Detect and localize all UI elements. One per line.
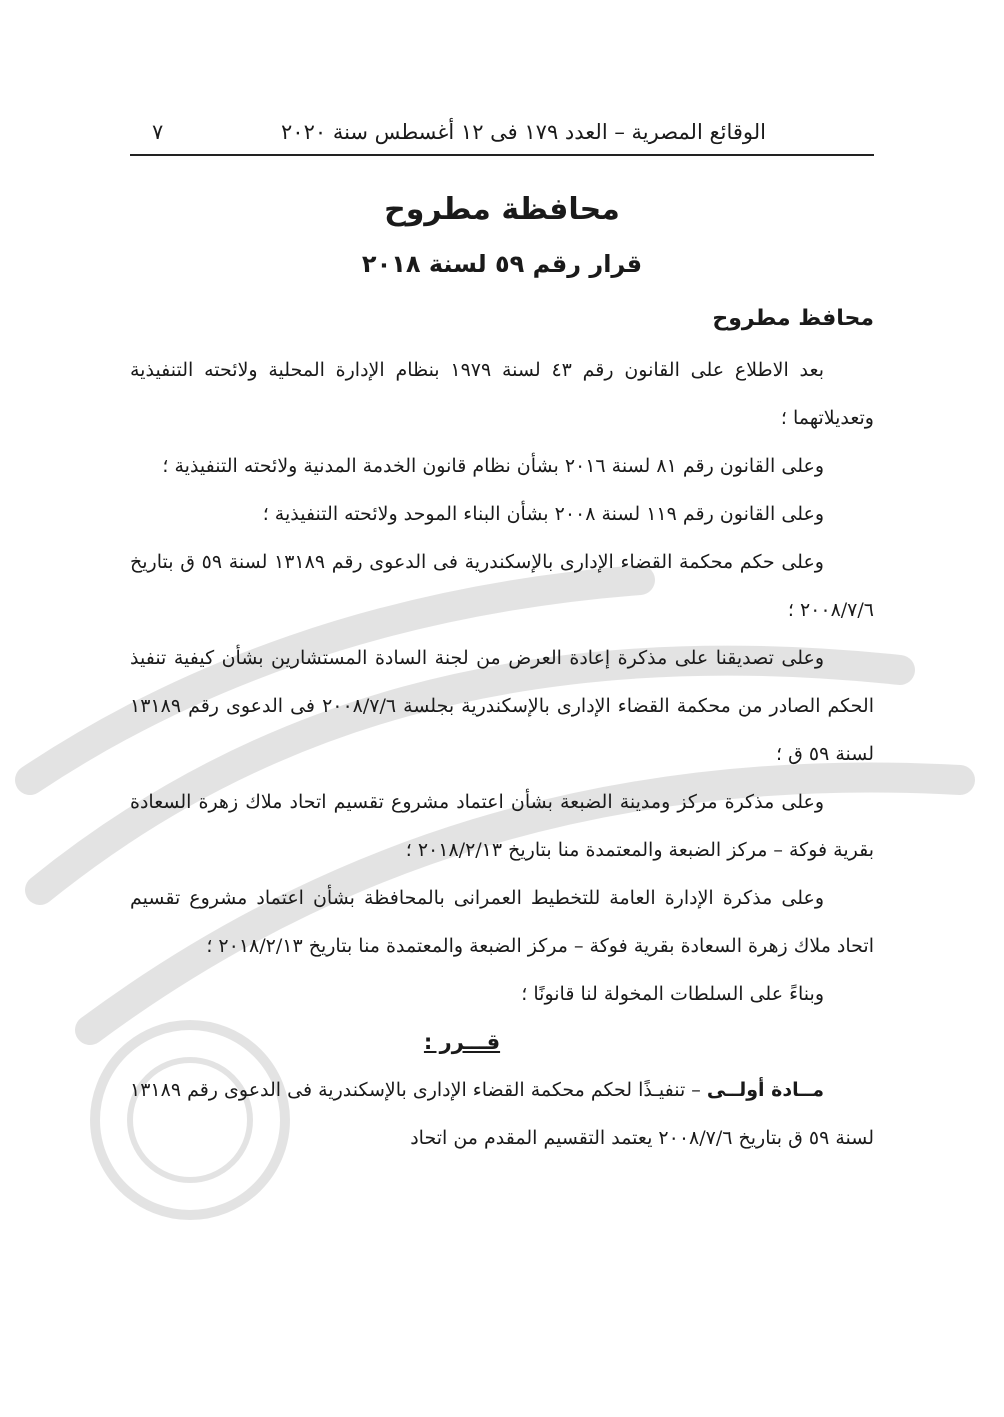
page-number: ٧ <box>152 120 164 144</box>
paragraph: وعلى القانون رقم ٨١ لسنة ٢٠١٦ بشأن نظام قانون الخدمة المدنية ولائحته التنفيذية ؛ <box>162 455 824 477</box>
paragraph: وعلى تصديقنا على مذكرة إعادة العرض من لجنة السادة المستشارين بشأن كيفية تنفيذ الحكم الصادر من محكمة القضاء الإدارى بالإسكندرية بجلسة ٢٠٠٨/٧/٦ فى الدعوى رقم ١٣١٨٩ لسنة ٥٩ ق ؛ <box>130 647 875 765</box>
header-title: الوقائع المصرية – العدد ١٧٩ فى ١٢ أغسطس سنة ٢٠٢٠ <box>281 120 766 144</box>
paragraph: وعلى مذكرة الإدارة العامة للتخطيط العمرانى بالمحافظة بشأن اعتماد مشروع تقسيم اتحاد ملاك زهرة السعادة بقرية فوكة – مركز الضبعة والمعتمدة منا بتاريخ ٢٠١٨/٢/١٣ ؛ <box>130 887 874 957</box>
issuer-heading: محافظ مطروح <box>712 306 874 331</box>
article-one <box>130 1066 874 1162</box>
paragraph: وعلى حكم محكمة القضاء الإدارى بالإسكندرية فى الدعوى رقم ١٣١٨٩ لسنة ٥٩ ق بتاريخ ٢٠٠٨/٧/٦ ؛ <box>130 551 874 621</box>
paragraph: وبناءً على السلطات المخولة لنا قانونًا ؛ <box>521 983 824 1005</box>
paragraph: بعد الاطلاع على القانون رقم ٤٣ لسنة ١٩٧٩ بنظام الإدارة المحلية ولائحته التنفيذية وتعديلاتهما ؛ <box>130 359 874 429</box>
running-header <box>130 112 874 156</box>
paragraph: وعلى مذكرة مركز ومدينة الضبعة بشأن اعتماد مشروع تقسيم اتحاد ملاك زهرة السعادة بقرية فوكة – مركز الضبعة والمعتمدة منا بتاريخ ٢٠١٨/٢/١٣ ؛ <box>130 791 874 861</box>
decree-title: قرار رقم ٥٩ لسنة ٢٠١٨ <box>361 250 643 278</box>
document-body <box>130 346 874 1162</box>
governorate-title: محافظة مطروح <box>384 192 620 227</box>
decided-heading: قـــرر : <box>423 1030 501 1054</box>
article-label: مــادة أولــى <box>706 1079 825 1101</box>
article-text: – تنفيـذًا لحكم محكمة القضاء الإدارى بالإسكندرية فى الدعوى رقم ١٣١٨٩ لسنة ٥٩ ق بتاريخ ٢٠٠٨/٧/٦ يعتمد التقسيم المقدم من اتحاد <box>130 1079 874 1149</box>
paragraph: وعلى القانون رقم ١١٩ لسنة ٢٠٠٨ بشأن البناء الموحد ولائحته التنفيذية ؛ <box>262 503 824 525</box>
